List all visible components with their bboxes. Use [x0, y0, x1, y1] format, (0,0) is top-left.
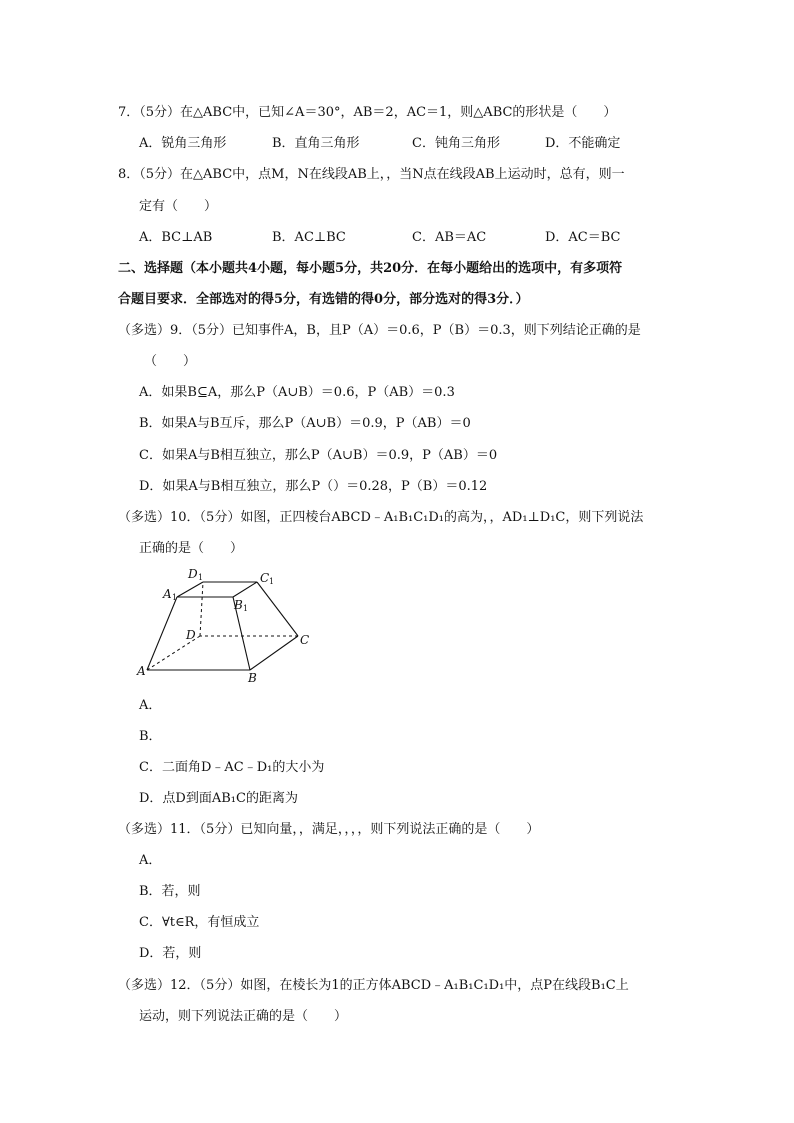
- label-a1: A: [163, 587, 172, 601]
- q9-stem-line2: （ ）: [144, 354, 197, 369]
- q9-option-b: B．如果A与B互斥，那么P（A∪B）＝0.9，P（AB）＝0: [139, 416, 471, 431]
- label-b1-sub: 1: [243, 604, 249, 613]
- q10-stem-line2: 正确的是（ ）: [139, 541, 244, 556]
- label-c: C: [300, 633, 310, 647]
- label-b1: B: [234, 598, 243, 612]
- q8-option-d: D．AC＝BC: [545, 230, 621, 245]
- q8-stem-line2: 定有（ ）: [139, 199, 218, 214]
- label-a: A: [137, 664, 146, 678]
- q11-option-b: B．若，则: [139, 884, 201, 899]
- section2-heading-line1: 二、选择题（本小题共4小题，每小题5分，共20分．在每小题给出的选项中，有多项符: [118, 261, 623, 276]
- q8-option-b: B．AC⊥BC: [272, 230, 346, 245]
- q9-option-c: C．如果A与B相互独立，那么P（A∪B）＝0.9，P（AB）＝0: [139, 448, 498, 463]
- q7-option-a: A．锐角三角形: [139, 136, 227, 151]
- q8-stem-line1: 8．（5分）在△ABC中，点M，N在线段AB上，，当N点在线段AB上运动时，总有，则一: [118, 167, 625, 182]
- q10-option-d: D．点D到面AB₁C的距离为: [139, 791, 298, 806]
- label-c1-sub: 1: [269, 577, 275, 586]
- q11-option-a: A．: [139, 853, 162, 868]
- label-d: D: [186, 628, 196, 642]
- q9-option-a: A．如果B⊆A，那么P（A∪B）＝0.6，P（AB）＝0.3: [139, 385, 455, 400]
- edge-a-a1: [147, 597, 177, 670]
- q12-stem-line2: 运动，则下列说法正确的是（ ）: [139, 1009, 348, 1024]
- label-d1-sub: 1: [198, 573, 204, 582]
- q11-option-c: C．∀t∈R，有恒成立: [139, 915, 260, 930]
- q10-option-b: B．: [139, 729, 162, 744]
- edge-d1-a1: [177, 582, 203, 597]
- section2-heading-line2: 合题目要求．全部选对的得5分，有选错的得0分，部分选对的得3分．）: [118, 292, 529, 307]
- label-d1: D: [188, 567, 198, 581]
- label-a1-sub: 1: [172, 593, 178, 602]
- q7-option-c: C．钝角三角形: [412, 136, 500, 151]
- edge-d-d1: [200, 582, 203, 636]
- q10-option-a: A．: [139, 698, 162, 713]
- q9-stem-line1: （多选）9．（5分）已知事件A，B，且P（A）＝0.6，P（B）＝0.3，则下列结论正确的是: [118, 323, 641, 338]
- q10-stem-line1: （多选）10．（5分）如图，正四棱台ABCD﹣A₁B₁C₁D₁的高为，，AD₁⊥D₁C，则下列说法: [118, 510, 644, 525]
- q10-option-c: C．二面角D﹣AC﹣D₁的大小为: [139, 760, 325, 775]
- q7-stem: 7．（5分）在△ABC中，已知∠A＝30°，AB＝2，AC＝1，则△ABC的形状是（ ）: [118, 105, 617, 120]
- q11-option-d: D．若，则: [139, 946, 202, 961]
- label-b: B: [248, 671, 257, 685]
- q11-stem: （多选）11．（5分）已知向量，，满足，，，，则下列说法正确的是（ ）: [118, 822, 540, 837]
- q12-stem-line1: （多选）12．（5分）如图，在棱长为1的正方体ABCD﹣A₁B₁C₁D₁中，点P在线段B₁C上: [118, 978, 629, 993]
- q8-option-c: C．AB＝AC: [412, 230, 487, 245]
- frustum-figure: [130, 562, 330, 687]
- edge-b1-c1: [233, 582, 257, 597]
- q7-option-d: D．不能确定: [545, 136, 621, 151]
- q9-option-d: D．如果A与B相互独立，那么P（）＝0.28，P（B）＝0.12: [139, 479, 488, 494]
- edge-c-c1: [257, 582, 298, 636]
- label-c1: C: [260, 571, 270, 585]
- edge-b-c: [250, 636, 298, 670]
- q7-option-b: B．直角三角形: [272, 136, 360, 151]
- q8-option-a: A．BC⊥AB: [139, 230, 213, 245]
